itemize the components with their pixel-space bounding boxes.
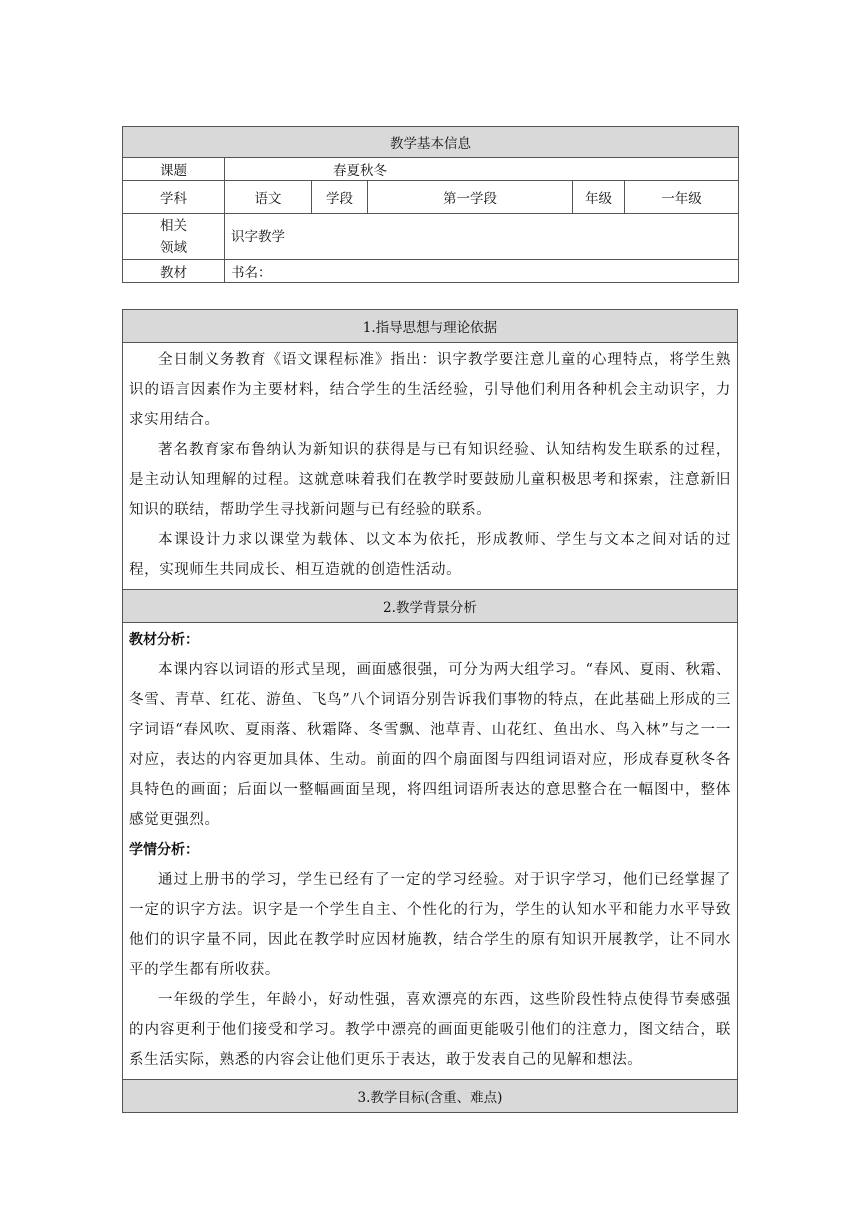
field-label-line1: 相关 xyxy=(160,217,187,234)
section1-body xyxy=(123,343,738,590)
grade-value: 一年级 xyxy=(625,181,739,214)
stage-label: 学段 xyxy=(312,181,368,214)
field-label-line2: 领域 xyxy=(160,239,187,256)
subject-value: 语文 xyxy=(225,181,312,214)
basic-info-title: 教学基本信息 xyxy=(123,127,739,158)
textbook-label: 教材 xyxy=(123,260,225,283)
material-analysis-heading: 教材分析： xyxy=(129,632,199,648)
topic-value: 春夏秋冬 xyxy=(225,158,739,181)
section1-paragraph: 著名教育家布鲁纳认为新知识的获得是与已有知识经验、认知结构发生联系的过程，是主动认知理解的过程。这就意味着我们在教学时要鼓励儿童积极思考和探索，注意新旧知识的联结，帮助学生寻找新问题与已有经验的联系。 xyxy=(129,442,731,518)
textbook-value: 书名： xyxy=(225,260,739,283)
section1-paragraph: 本课设计力求以课堂为载体、以文本为依托，形成教师、学生与文本之间对话的过程，实现师生共同成长、相互造就的创造性活动。 xyxy=(129,532,731,578)
student-analysis-paragraph: 通过上册书的学习，学生已经有了一定的学习经验。对于识字学习，他们已经掌握了一定的识字方法。识字是一个学生自主、个性化的行为，学生的认知水平和能力水平导致他们的识字量不同，因此在教学时应因材施教，结合学生的原有知识开展教学，让不同水平的学生都有所收获。 xyxy=(129,872,731,978)
stage-value: 第一学段 xyxy=(368,181,573,214)
student-analysis-heading: 学情分析： xyxy=(129,842,199,858)
field-value: 识字教学 xyxy=(225,214,739,260)
topic-label: 课题 xyxy=(123,158,225,181)
section1-paragraph: 全日制义务教育《语文课程标准》指出：识字教学要注意儿童的心理特点，将学生熟识的语言因素作为主要材料，结合学生的生活经验，引导他们利用各种机会主动识字，力求实用结合。 xyxy=(129,352,731,428)
subject-label: 学科 xyxy=(123,181,225,214)
lesson-plan-table xyxy=(122,309,738,1113)
grade-label: 年级 xyxy=(573,181,625,214)
student-analysis-paragraph: 一年级的学生，年龄小，好动性强，喜欢漂亮的东西，这些阶段性特点使得节奏感强的内容更利于他们接受和学习。教学中漂亮的画面更能吸引他们的注意力，图文结合，联系生活实际，熟悉的内容会让他们更乐于表达，敢于发表自己的见解和想法。 xyxy=(129,992,731,1068)
field-label xyxy=(123,214,225,260)
section2-title: 2.教学背景分析 xyxy=(123,590,738,623)
section1-title: 1.指导思想与理论依据 xyxy=(123,310,738,343)
basic-info-table xyxy=(122,126,739,283)
material-analysis-paragraph: 本课内容以词语的形式呈现，画面感很强，可分为两大组学习。“春风、夏雨、秋霜、冬雪、青草、红花、游鱼、飞鸟”八个词语分别告诉我们事物的特点，在此基础上形成的三字词语“春风吹、夏雨落、秋霜降、冬雪飘、池草青、山花红、鱼出水、鸟入林”与之一一对应，表达的内容更加具体、生动。前面的四个扇面图与四组词语对应，形成春夏秋冬各具特色的画面；后面以一整幅画面呈现，将四组词语所表达的意思整合在一幅图中，整体感觉更强烈。 xyxy=(129,662,731,828)
section3-title: 3.教学目标(含重、难点) xyxy=(123,1080,738,1113)
section2-body xyxy=(123,623,738,1080)
